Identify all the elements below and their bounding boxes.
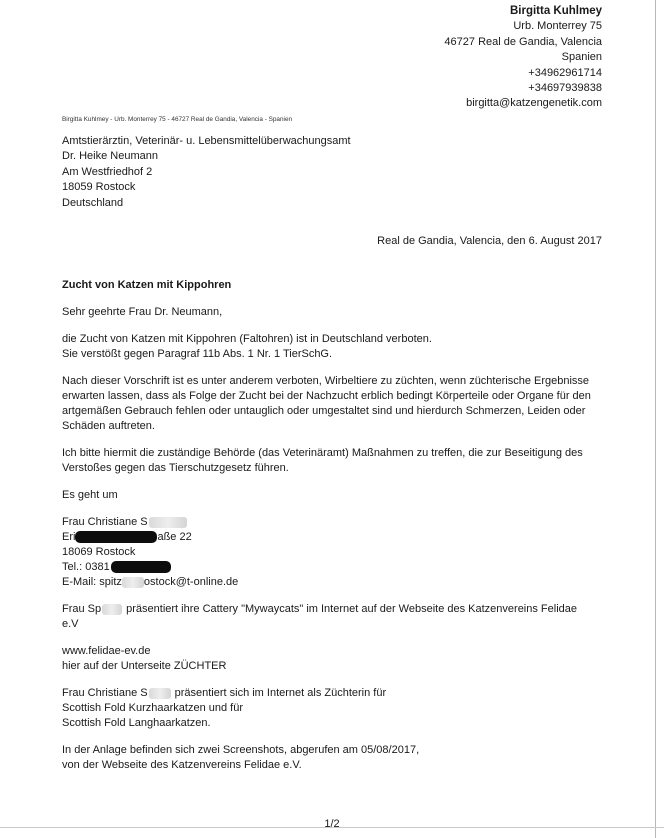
phone-prefix: Tel.: 0381	[62, 561, 110, 573]
sender-name: Birgitta Kuhlmey	[509, 5, 602, 17]
black-redaction	[111, 561, 171, 573]
recipient-line: Deutschland	[62, 196, 124, 209]
website-url: www.felidae-ev.de	[62, 645, 151, 657]
text-line: Scottish Fold Langhaarkatzen.	[62, 717, 211, 729]
sender-line: 46727 Real de Gandia, Valencia	[444, 35, 602, 48]
paragraph-7	[62, 686, 602, 731]
paragraph-4: Es geht um	[62, 489, 118, 501]
para5-prefix: Frau Sp	[62, 603, 102, 615]
text-line: Scottish Fold Kurzhaarkatzen und für	[62, 702, 243, 714]
text-line: erwarten lassen, dass als Folge der Zucht bei der Nachzucht erblich bedingt Körperteile oder Organe für den	[62, 390, 591, 402]
return-address-line: Birgitta Kuhlmey - Urb. Monterrey 75 - 46727 Real de Gandia, Valencia - Spanien	[62, 116, 293, 123]
recipient-line: 18059 Rostock	[62, 181, 136, 194]
blurred-redaction	[102, 604, 122, 615]
street-prefix: Eri	[62, 531, 76, 543]
street-suffix: aße 22	[157, 531, 192, 543]
date-line: Real de Gandia, Valencia, den 6. August 2017	[377, 235, 602, 247]
sender-line: Urb. Monterrey 75	[513, 20, 602, 33]
text-line: von der Webseite des Katzenvereins Felidae e.V.	[62, 759, 302, 771]
email-suffix: ostock@t-online.de	[143, 576, 239, 588]
paragraph-6	[62, 644, 602, 674]
letter-body	[62, 305, 602, 785]
text-line: Ich bitte hiermit die zuständige Behörde (das Veterinäramt) Maßnahmen zu treffen, die zur Beseitigung des	[62, 447, 583, 459]
paragraph-5	[62, 602, 602, 632]
text-line: Verstoßes gegen das Tierschutzgesetz führen.	[62, 462, 289, 474]
contact-phone	[62, 560, 602, 575]
recipient-block	[62, 134, 351, 211]
paragraph-2	[62, 374, 602, 434]
recipient-line: Dr. Heike Neumann	[62, 150, 158, 163]
contact-street	[62, 530, 602, 545]
black-redaction	[75, 531, 157, 543]
contact-name	[62, 515, 602, 530]
sender-line: birgitta@katzengenetik.com	[466, 97, 602, 110]
text-line: die Zucht von Katzen mit Kippohren (Faltohren) ist in Deutschland verboten.	[62, 333, 432, 345]
contact-block	[62, 515, 602, 590]
sender-line: Spanien	[561, 51, 602, 64]
page-number: 1/2	[324, 818, 340, 830]
para7-suffix: präsentiert sich im Internet als Züchterin für	[174, 687, 387, 699]
text-line: Nach dieser Vorschrift ist es unter anderem verboten, Wirbeltiere zu züchten, wenn züchterische Ergebnisse	[62, 375, 590, 387]
para5-suffix: präsentiert ihre Cattery "Mywaycats" im Internet auf der Webseite des Katzenvereins Felidae	[126, 603, 578, 615]
text-line: artgemäßen Gebrauch fehlen oder untauglich oder umgestaltet sind und hierdurch Schmerzen, Leiden oder	[62, 405, 586, 417]
blurred-redaction	[122, 577, 144, 588]
salutation: Sehr geehrte Frau Dr. Neumann,	[62, 306, 223, 318]
text-line: Schäden auftreten.	[62, 420, 155, 432]
text-line: e.V	[62, 618, 79, 630]
paragraph-1	[62, 332, 602, 362]
email-prefix: E-Mail: spitz	[62, 576, 122, 588]
contact-city: 18069 Rostock	[62, 546, 136, 558]
recipient-line: Amtstierärztin, Veterinär- u. Lebensmittelüberwachungsamt	[62, 135, 351, 147]
subject-line: Zucht von Katzen mit Kippohren	[62, 279, 232, 291]
blurred-redaction	[149, 517, 187, 528]
text-line	[62, 686, 602, 701]
recipient-line: Am Westfriedhof 2	[62, 165, 153, 178]
sender-line: +34697939838	[528, 82, 602, 95]
text-line: In der Anlage befinden sich zwei Screenshots, abgerufen am 05/08/2017,	[62, 744, 420, 756]
contact-email	[62, 575, 602, 590]
paragraph-8	[62, 743, 602, 773]
sender-block	[444, 4, 602, 112]
contact-name-text: Frau Christiane S	[62, 516, 148, 528]
text-line: hier auf der Unterseite ZÜCHTER	[62, 660, 227, 672]
blurred-redaction	[149, 688, 171, 699]
text-line: Sie verstößt gegen Paragraf 11b Abs. 1 Nr. 1 TierSchG.	[62, 348, 333, 360]
text-line	[62, 602, 602, 617]
para7-prefix: Frau Christiane S	[62, 687, 148, 699]
paragraph-3	[62, 446, 602, 476]
sender-line: +34962961714	[528, 66, 602, 79]
page-edge-right	[655, 0, 656, 838]
